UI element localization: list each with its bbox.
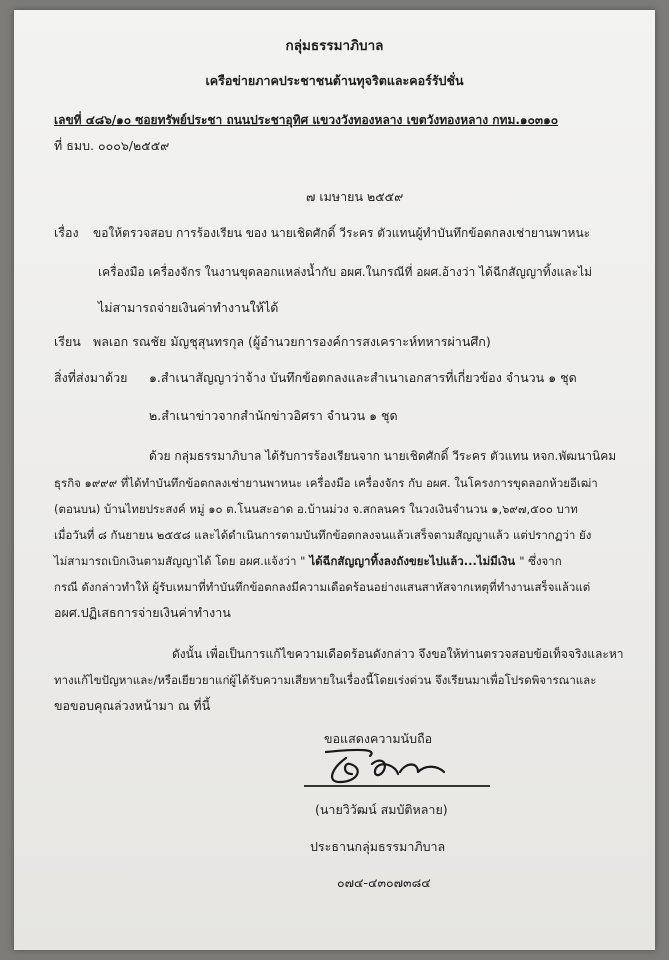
signer-title: ประธานกลุ่มธรรมาภิบาล — [310, 839, 446, 854]
subject-line: เครื่องมือ เครื่องจักร ในงานขุดลอกแหล่งน้ำกับ อผศ.ในกรณีที่ อผศ.อ้างว่า ได้ฉีกสัญญาทิ้งและไม่ — [98, 265, 593, 279]
enclosure-item: ๒.สำเนาข่าวจากสำนักข่าวอิศรา จำนวน ๑ ชุด — [149, 408, 398, 423]
network-name: เครือข่ายภาคประชาชนต้านทุจริตและคอร์รัปชั่น — [205, 73, 464, 88]
subject-line: ไม่สามารถจ่ายเงินค่าทำงานให้ได้ — [98, 300, 279, 315]
enclosure-item: ๑.สำเนาสัญญาว่าจ้าง บันทึกข้อตกลงและสำเนาเอกสารที่เกี่ยวข้อง จำนวน ๑ ชุด — [149, 370, 577, 385]
subject-label: เรื่อง — [54, 225, 79, 240]
closing: ขอแสดงความนับถือ — [324, 731, 433, 746]
body-quote-bold: ได้ฉีกสัญญาทิ้งลงถังขยะไปแล้ว...ไม่มีเงิน — [305, 554, 520, 568]
address: เลขที่ ๔๘๖/๑๐ ซอยทรัพย์ประชา ถนนประชาอุทิศ แขวงวังทองหลาง เขตวังทองหลาง กทม.๑๐๓๑๐ — [54, 113, 559, 127]
body-line: (ตอนบน) บ้านไทยประสงค์ หมู่ ๑๐ ต.โนนสะอาด อ.บ้านม่วง จ.สกลนคร ในวงเงินจำนวน ๑,๖๙๗,๕๐๐ บาท — [54, 502, 578, 516]
phone-number: ๐๗๔-๔๓๐๗๓๘๔ — [337, 875, 431, 890]
recipient-label: เรียน — [54, 334, 81, 349]
subject-line: ขอให้ตรวจสอบ การร้องเรียน ของ นายเชิดศักดิ์ วีระคร ตัวแทนผู้ทำบันทึกข้อตกลงเช่ายานพาหนะ — [93, 226, 591, 240]
enclosure-label: สิ่งที่ส่งมาด้วย — [54, 370, 128, 385]
reference-number: ที่ ธมบ. ๐๐๐๖/๒๕๕๙ — [54, 138, 170, 153]
body-line: ดังนั้น เพื่อเป็นการแก้ไขความเดือดร้อนดังกล่าว จึงขอให้ท่านตรวจสอบข้อเท็จจริงและหา — [172, 647, 624, 661]
body-line: กรณี ดังกล่าวทำให้ ผู้รับเหมาที่ทำบันทึกข้อตกลงมีความเดือดร้อนอย่างแสนสาหัสจากเหตุที่ทำงานเสร็จแล้วแต่ — [54, 580, 591, 594]
body-line: ทางแก้ไขปัญหาและ/หรือเยียวยาแก่ผู้ได้รับความเสียหายในเรื่องนี้โดยเร่งด่วน จึงเรียนมาเพื่อโปรดพิจารณาและ — [54, 673, 597, 687]
body-line-quote — [54, 553, 562, 569]
org-name: กลุ่มธรรมาภิบาล — [285, 38, 384, 54]
signature-line — [304, 785, 490, 787]
body-line: ธุรกิจ ๑๙๙๙ ที่ได้ทำบันทึกข้อตกลงเช่ายานพาหนะ เครื่องมือ เครื่องจักร กับ อผศ. ในโครงการขุดลอกห้วยอีเฒ่า — [54, 476, 598, 490]
body-line: อผศ.ปฏิเสธการจ่ายเงินค่าทำงาน — [54, 605, 231, 620]
letter-paper — [14, 10, 655, 950]
body-line: ขอขอบคุณล่วงหน้ามา ณ ที่นี้ — [54, 698, 211, 713]
body-line: ด้วย กลุ่มธรรมาภิบาล ได้รับการร้องเรียนจาก นายเชิดศักดิ์ วีระคร ตัวแทน หจก.พัฒนานิคม — [149, 449, 617, 463]
body-line: เมื่อวันที่ ๘ กันยายน ๒๕๕๘ และได้ดำเนินการตามบันทึกข้อตกลงจนแล้วเสร็จตามสัญญาแล้ว แต่ปรากฏว่า ยัง — [54, 528, 592, 542]
signer-name: (นายวิวัฒน์ สมบัติหลาย) — [315, 802, 448, 817]
letter-date: ๗ เมษายน ๒๕๕๙ — [306, 189, 404, 204]
body-quote-pre: ไม่สามารถเบิกเงินตามสัญญาได้ โดย อผศ.แจ้งว่า " — [54, 554, 306, 568]
recipient-text: พลเอก รณชัย มัญชุสุนทรกุล (ผู้อำนวยการองค์การสงเคราะห์ทหารผ่านศึก) — [93, 334, 491, 349]
body-quote-post: " ซึ่งจาก — [519, 554, 562, 568]
